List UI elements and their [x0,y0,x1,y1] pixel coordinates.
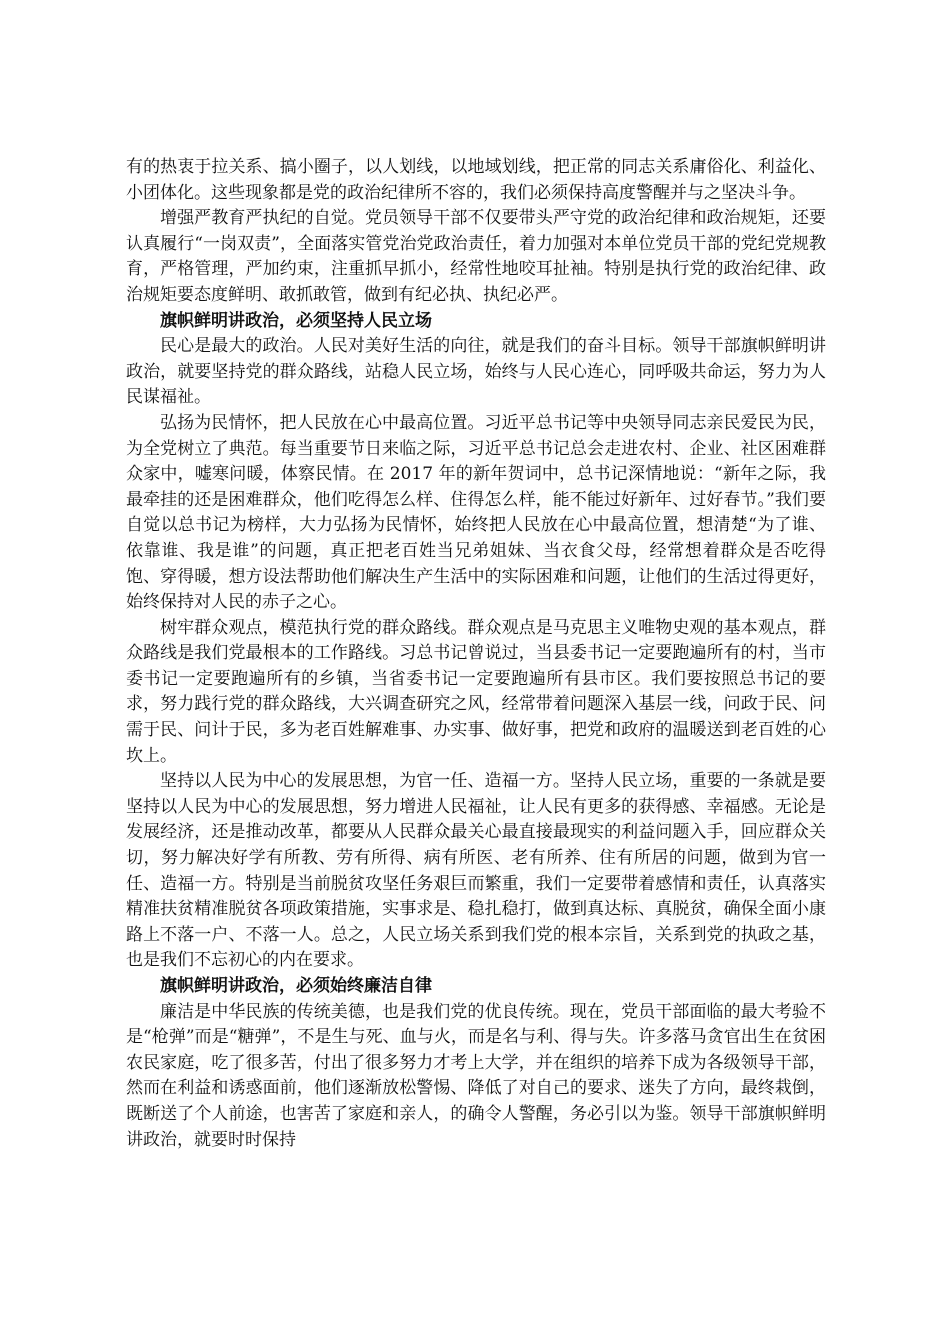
document-page [126,155,826,1153]
section-heading-integrity: 旗帜鲜明讲政治，必须始终廉洁自律 [160,976,432,996]
paragraph-2: 增强严教育严执纪的自觉。党员领导干部不仅要带头严守党的政治纪律和政治规矩，还要认真履行“一岗双责”，全面落实管党治党政治责任，着力加强对本单位党员干部的党纪党规教育，严格管理，严加约束，注重抓早抓小，经常性地咬耳扯袖。特别是执行党的政治纪律、政治规矩要态度鲜明、敢抓敢管，做到有纪必执、执纪必严。 [126,208,826,305]
paragraph-1: 有的热衷于拉关系、搞小圈子，以人划线，以地域划线，把正常的同志关系庸俗化、利益化、小团体化。这些现象都是党的政治纪律所不容的，我们必须保持高度警醒并与之坚决斗争。 [126,157,826,203]
paragraph-6: 坚持以人民为中心的发展思想，为官一任、造福一方。坚持人民立场，重要的一条就是要坚持以人民为中心的发展思想，努力增进人民福祉，让人民有更多的获得感、幸福感。无论是发展经济，还是推动改革，都要从人民群众最关心最直接最现实的利益问题入手，回应群众关切，努力解决好学有所教、劳有所得、病有所医、老有所养、住有所居的问题，做到为官一任、造福一方。特别是当前脱贫攻坚任务艰巨而繁重，我们一定要带着感情和责任，认真落实精准扶贫精准脱贫各项政策措施，实事求是、稳扎稳打，做到真达标、真脱贫，确保全面小康路上不落一户、不落一人。总之，人民立场关系到我们党的根本宗旨，关系到党的执政之基，也是我们不忘初心的内在要求。 [126,771,826,971]
paragraph-7: 廉洁是中华民族的传统美德，也是我们党的优良传统。现在，党员干部面临的最大考验不是“枪弹”而是“糖弹”，不是生与死、血与火，而是名与利、得与失。许多落马贪官出生在贫困农民家庭，吃了很多苦，付出了很多努力才考上大学，并在组织的培养下成为各级领导干部，然而在利益和诱惑面前，他们逐渐放松警惕、降低了对自己的要求、迷失了方向，最终栽倒，既断送了个人前途，也害苦了家庭和亲人，的确令人警醒，务必引以为鉴。领导干部旗帜鲜明讲政治，就要时时保持 [126,1001,826,1150]
section-heading-people-stance: 旗帜鲜明讲政治，必须坚持人民立场 [160,310,432,331]
paragraph-5: 树牢群众观点，模范执行党的群众路线。群众观点是马克思主义唯物史观的基本观点，群众路线是我们党最根本的工作路线。习总书记曾说过，当县委书记一定要跑遍所有的村，当市委书记一定要跑遍所有的乡镇，当省委书记一定要跑遍所有县市区。我们要按照总书记的要求，努力践行党的群众路线，大兴调查研究之风，经常带着问题深入基层一线，问政于民、问需于民、问计于民，多为老百姓解难事、办实事、做好事，把党和政府的温暖送到老百姓的心坎上。 [126,617,826,766]
paragraph-4: 弘扬为民情怀，把人民放在心中最高位置。习近平总书记等中央领导同志亲民爱民为民，为全党树立了典范。每当重要节日来临之际，习近平总书记总会走进农村、企业、社区困难群众家中，嘘寒问暖，体察民情。在 2017 年的新年贺词中，总书记深情地说：“新年之际，我最牵挂的还是困难群众，他们吃得怎么样、住得怎么样，能不能过好新年、过好春节。”我们要自觉以总书记为榜样，大力弘扬为民情怀，始终把人民放在心中最高位置，想清楚“为了谁、依靠谁、我是谁”的问题，真正把老百姓当兄弟姐妹、当衣食父母，经常想着群众是否吃得饱、穿得暖，想方设法帮助他们解决生产生活中的实际困难和问题，让他们的生活过得更好，始终保持对人民的赤子之心。 [126,412,826,613]
paragraph-3: 民心是最大的政治。人民对美好生活的向往，就是我们的奋斗目标。领导干部旗帜鲜明讲政治，就要坚持党的群众路线，站稳人民立场，始终与人民心连心，同呼吸共命运，努力为人民谋福祉。 [126,336,826,408]
